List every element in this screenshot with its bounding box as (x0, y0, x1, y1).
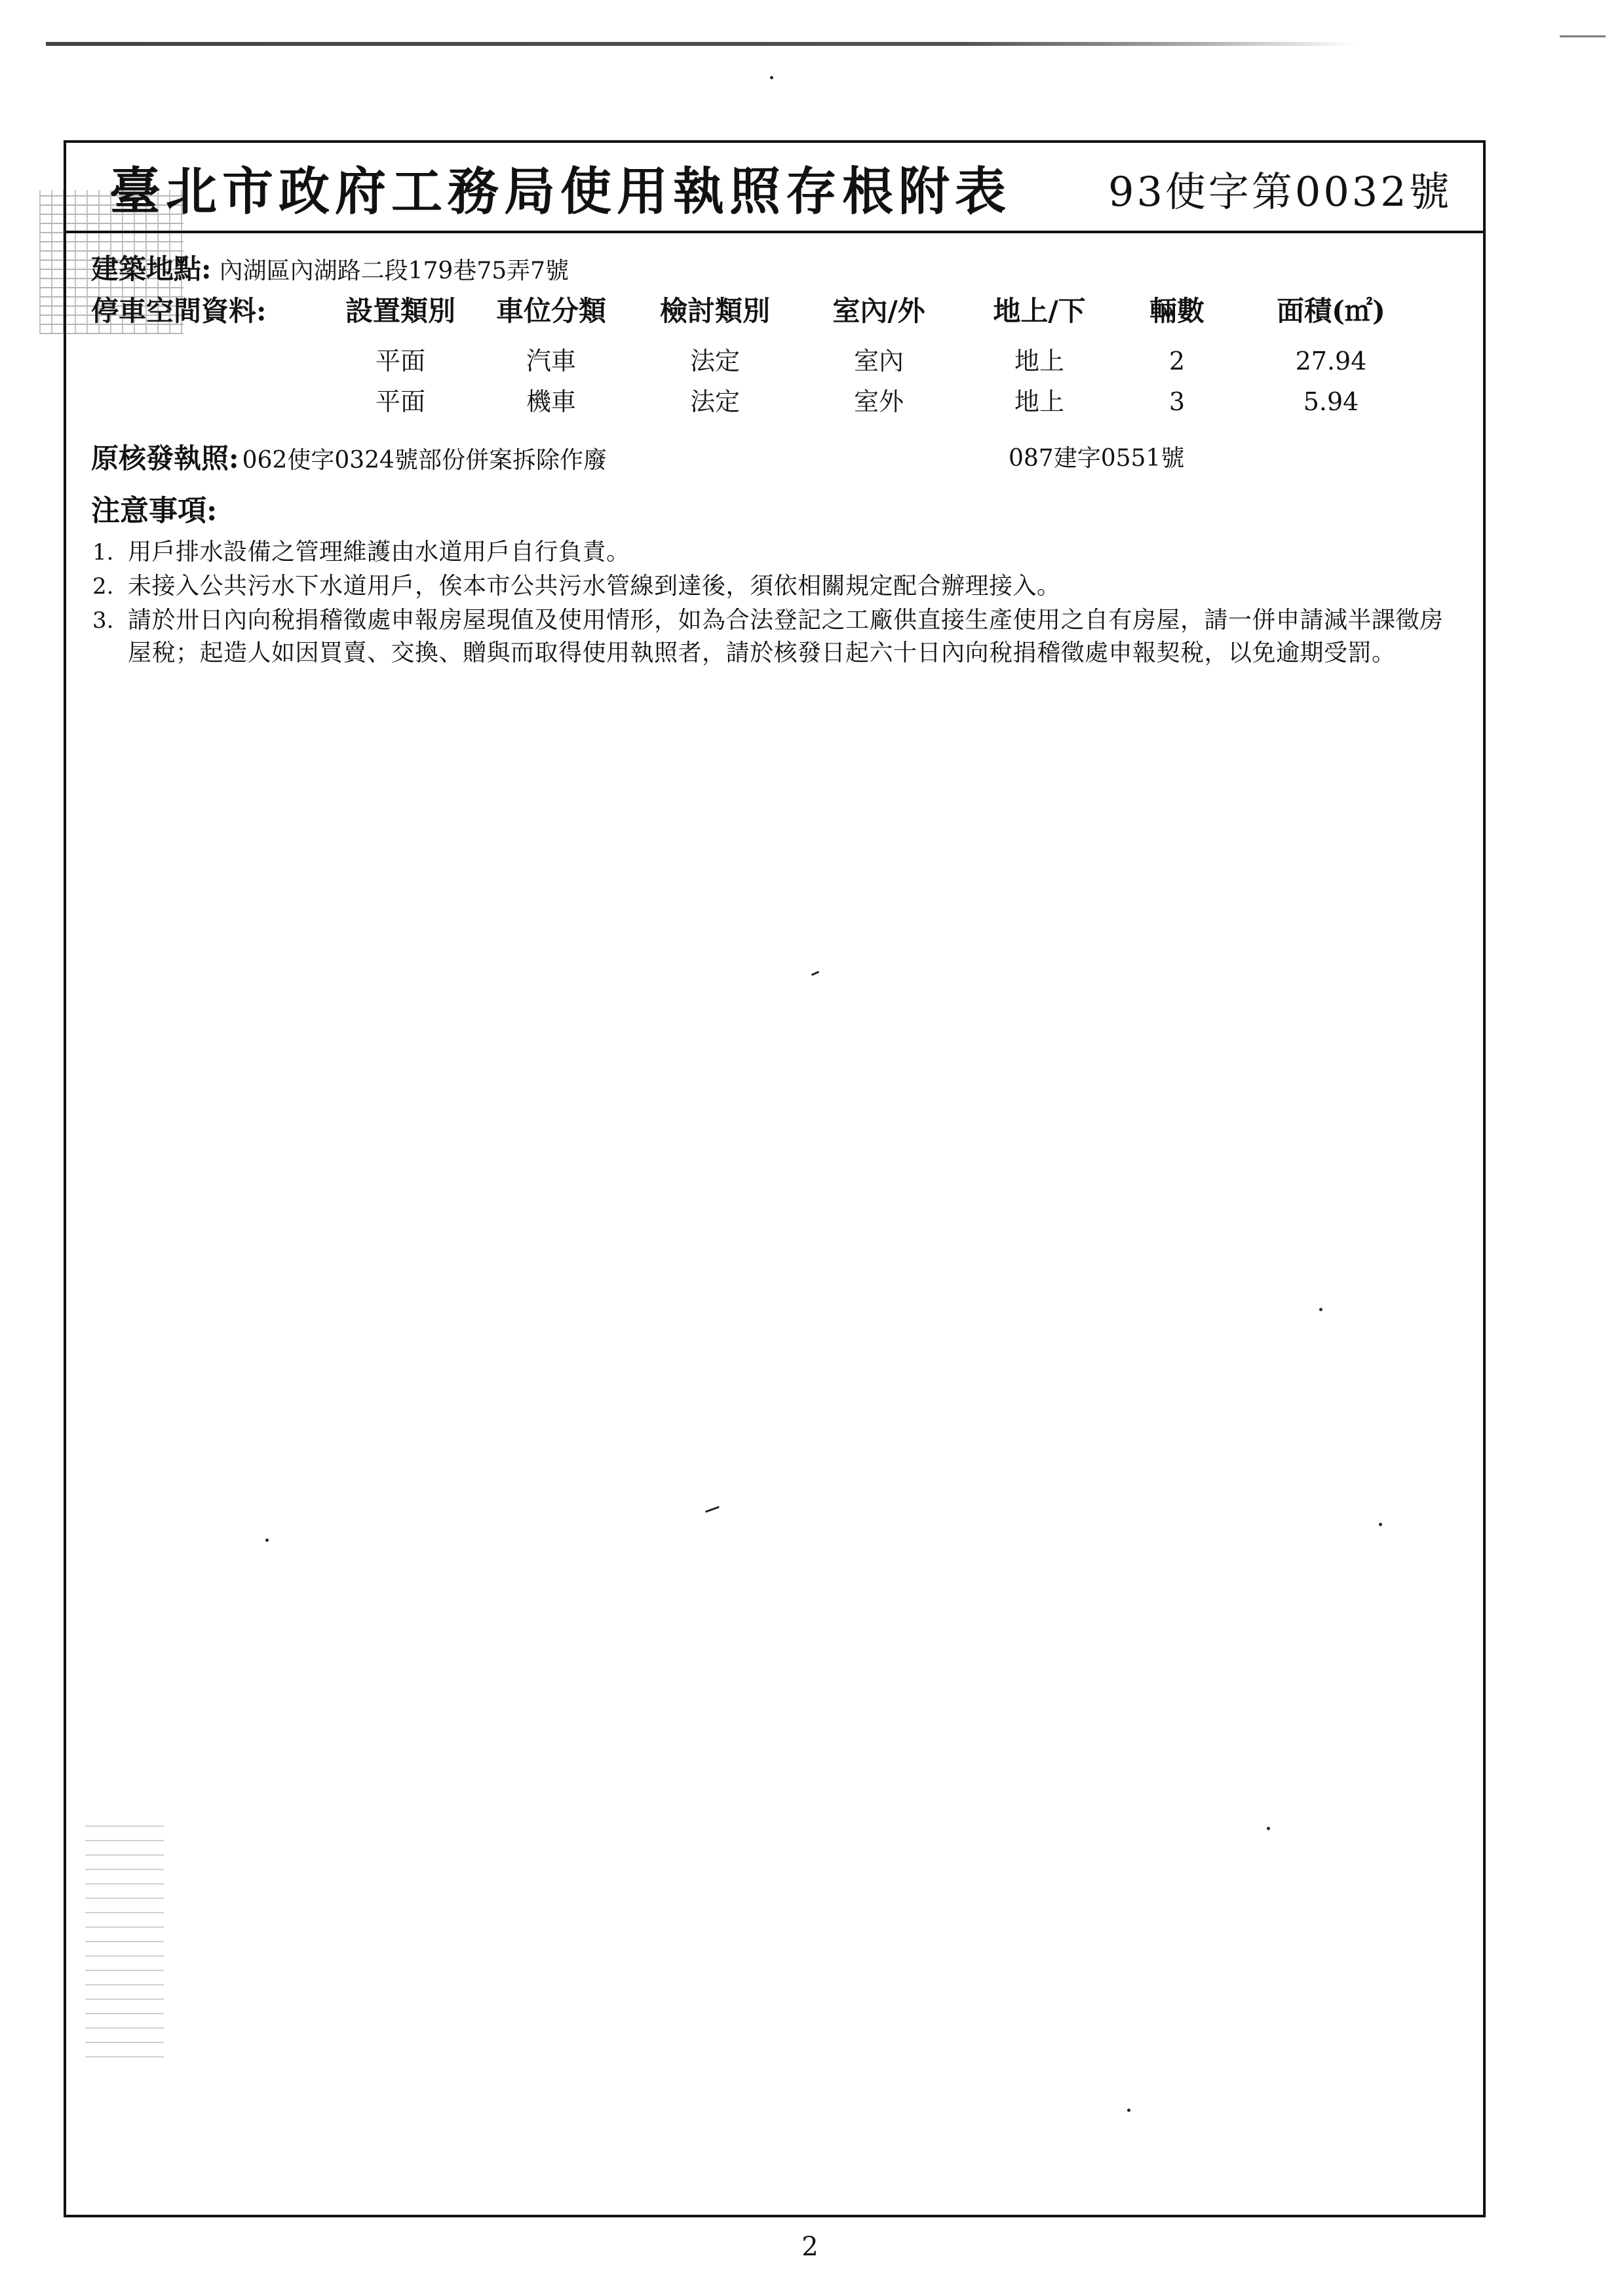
parking-header-level: 地上/下 (993, 295, 1086, 327)
original-permit-construction-number: 087建字0551號 (1009, 445, 1185, 472)
note-number: 2. (92, 573, 114, 600)
document-title: 臺北市政府工務局使用執照存根附表 (109, 162, 1012, 221)
scan-speck (770, 76, 773, 79)
note-item (91, 570, 1467, 603)
note-number: 3. (92, 607, 114, 634)
parking-cell: 平面 (375, 387, 425, 416)
parking-cell: 地上 (1014, 387, 1064, 416)
parking-cell: 5.94 (1303, 387, 1359, 416)
location-row (91, 253, 569, 288)
parking-header-type: 設置類別 (345, 295, 455, 327)
parking-cell: 地上 (1014, 347, 1064, 375)
parking-cell: 機車 (526, 387, 576, 416)
scan-artifact-corner-line (1560, 35, 1606, 37)
parking-header-class: 車位分類 (495, 295, 606, 327)
parking-cell: 室內 (853, 347, 904, 375)
note-text: 未接入公共污水下水道用戶，俟本市公共污水管線到達後，須依相關規定配合辦理接入。 (128, 573, 1061, 600)
parking-cell: 法定 (689, 387, 740, 416)
parking-cell: 2 (1168, 347, 1186, 375)
parking-header-area: 面積(㎡) (1277, 295, 1385, 327)
header-divider (66, 231, 1483, 233)
parking-header-review: 檢討類別 (659, 295, 770, 327)
original-permit-value: 062使字0324號部份併案拆除作廢 (242, 447, 607, 474)
location-value: 內湖區內湖路二段179巷75弄7號 (219, 258, 569, 284)
notes-title: 注意事項: (91, 494, 218, 527)
parking-cell: 27.94 (1295, 347, 1367, 375)
original-permit-row (91, 440, 1467, 477)
parking-header-count: 輛數 (1149, 295, 1205, 327)
parking-cell: 汽車 (526, 347, 576, 375)
note-text: 請於卅日內向稅捐稽徵處申報房屋現值及使用情形，如為合法登記之工廠供直接生產使用之自有房屋，請一併申請減半課徵房屋稅；起造人如因買賣、交換、贈與而取得使用執照者，請於核發日起六十日內向稅捐稽徵處申報契稅，以免逾期受罰。 (128, 607, 1444, 666)
note-item (91, 536, 1467, 569)
notes-list (91, 536, 1467, 671)
parking-label: 停車空間資料: (91, 295, 267, 327)
parking-cell: 3 (1168, 387, 1186, 416)
note-number: 1. (92, 539, 114, 565)
note-item (91, 604, 1467, 670)
permit-number: 93使字第0032號 (1108, 168, 1452, 216)
original-permit-label: 原核發執照: (91, 442, 239, 474)
location-label: 建築地點: (91, 253, 212, 285)
parking-header-inout: 室內/外 (832, 295, 925, 327)
page-number: 2 (801, 2232, 819, 2262)
parking-cell: 法定 (689, 347, 740, 375)
parking-cell: 平面 (375, 347, 425, 375)
note-text: 用戶排水設備之管理維護由水道用戶自行負責。 (128, 539, 630, 565)
scan-artifact-top-line (46, 42, 1357, 46)
parking-cell: 室外 (853, 387, 904, 416)
permit-form-frame (64, 140, 1486, 2217)
